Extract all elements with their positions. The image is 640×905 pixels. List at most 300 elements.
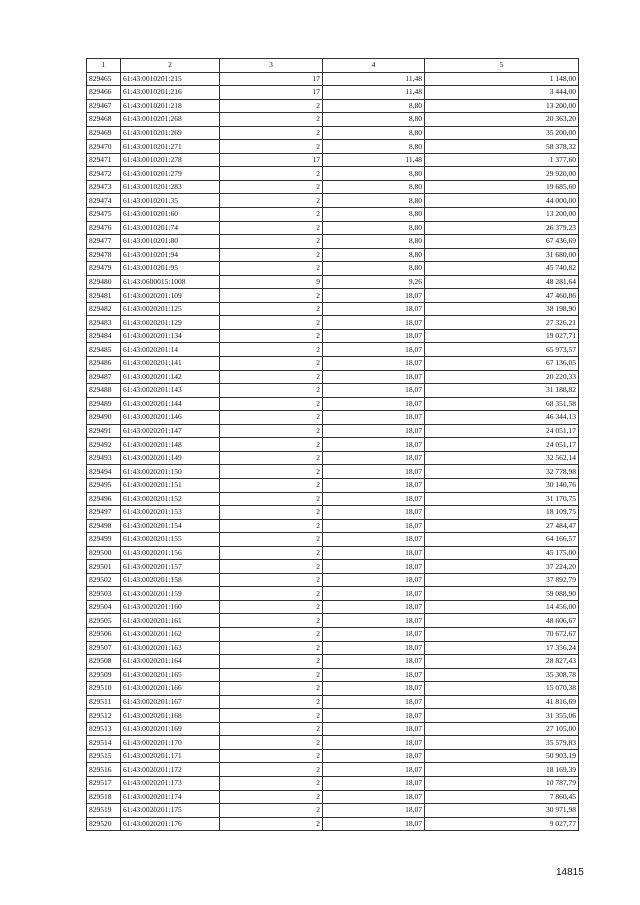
- cadastral-number-cell: 61:43:0020201:158: [121, 573, 220, 587]
- row-number-cell: 829511: [87, 695, 121, 709]
- row-number-cell: 829514: [87, 736, 121, 750]
- row-number-cell: 829468: [87, 113, 121, 127]
- amount-cell: 37 892,79: [425, 573, 579, 587]
- amount-cell: 44 000,00: [425, 194, 579, 208]
- table-row: [87, 126, 579, 140]
- row-number-cell: 829519: [87, 804, 121, 818]
- table-row: [87, 221, 579, 235]
- amount-cell: 35 200,00: [425, 126, 579, 140]
- rate-cell: 18,07: [323, 533, 425, 547]
- cadastral-number-cell: 61:43:0020201:161: [121, 614, 220, 628]
- code-cell: 2: [220, 316, 323, 330]
- row-number-cell: 829478: [87, 248, 121, 262]
- rate-cell: 18,07: [323, 695, 425, 709]
- cadastral-number-cell: 61:43:0020201:174: [121, 790, 220, 804]
- table-row: [87, 208, 579, 222]
- code-cell: 2: [220, 506, 323, 520]
- column-header-2: 2: [121, 59, 220, 73]
- row-number-cell: 829503: [87, 587, 121, 601]
- row-number-cell: 829476: [87, 221, 121, 235]
- rate-cell: 18,07: [323, 600, 425, 614]
- table-row: [87, 506, 579, 520]
- code-cell: 2: [220, 736, 323, 750]
- row-number-cell: 829494: [87, 465, 121, 479]
- code-cell: 2: [220, 519, 323, 533]
- rate-cell: 8,80: [323, 208, 425, 222]
- rate-cell: 18,07: [323, 451, 425, 465]
- row-number-cell: 829485: [87, 343, 121, 357]
- table-row: [87, 451, 579, 465]
- amount-cell: 20 220,33: [425, 370, 579, 384]
- row-number-cell: 829516: [87, 763, 121, 777]
- amount-cell: 45 175,00: [425, 546, 579, 560]
- code-cell: 2: [220, 668, 323, 682]
- amount-cell: 13 200,00: [425, 208, 579, 222]
- row-number-cell: 829480: [87, 275, 121, 289]
- table-row: [87, 248, 579, 262]
- rate-cell: 11,48: [323, 86, 425, 100]
- code-cell: 2: [220, 776, 323, 790]
- cadastral-number-cell: 61:43:0020201:156: [121, 546, 220, 560]
- amount-cell: 65 973,57: [425, 343, 579, 357]
- code-cell: 2: [220, 180, 323, 194]
- code-cell: 2: [220, 641, 323, 655]
- row-number-cell: 829508: [87, 655, 121, 669]
- rate-cell: 18,07: [323, 289, 425, 303]
- cadastral-number-cell: 61:43:0020201:162: [121, 627, 220, 641]
- table-row: [87, 817, 579, 831]
- cadastral-table: [86, 58, 579, 831]
- cadastral-number-cell: 61:43:0020201:176: [121, 817, 220, 831]
- cadastral-number-cell: 61:43:0010201:74: [121, 221, 220, 235]
- rate-cell: 18,07: [323, 519, 425, 533]
- cadastral-number-cell: 61:43:0020201:144: [121, 397, 220, 411]
- table-row: [87, 709, 579, 723]
- table-row: [87, 560, 579, 574]
- amount-cell: 48 606,67: [425, 614, 579, 628]
- rate-cell: 8,80: [323, 235, 425, 249]
- table-row: [87, 533, 579, 547]
- amount-cell: 27 105,00: [425, 722, 579, 736]
- code-cell: 2: [220, 167, 323, 181]
- code-cell: 2: [220, 208, 323, 222]
- rate-cell: 18,07: [323, 424, 425, 438]
- row-number-cell: 829497: [87, 506, 121, 520]
- cadastral-number-cell: 61:43:0020201:109: [121, 289, 220, 303]
- amount-cell: 31 680,00: [425, 248, 579, 262]
- row-number-cell: 829502: [87, 573, 121, 587]
- code-cell: 17: [220, 153, 323, 167]
- table-row: [87, 682, 579, 696]
- table-row: [87, 627, 579, 641]
- row-number-cell: 829495: [87, 478, 121, 492]
- rate-cell: 18,07: [323, 560, 425, 574]
- rate-cell: 18,07: [323, 492, 425, 506]
- row-number-cell: 829486: [87, 357, 121, 371]
- row-number-cell: 829473: [87, 180, 121, 194]
- table-row: [87, 411, 579, 425]
- table-row: [87, 641, 579, 655]
- cadastral-number-cell: 61:43:0010201:271: [121, 140, 220, 154]
- table-header: [87, 59, 579, 73]
- table-row: [87, 384, 579, 398]
- cadastral-number-cell: 61:43:0020201:173: [121, 776, 220, 790]
- row-number-cell: 829487: [87, 370, 121, 384]
- amount-cell: 50 903,19: [425, 749, 579, 763]
- column-header-4: 4: [323, 59, 425, 73]
- table-row: [87, 113, 579, 127]
- cadastral-number-cell: 61:43:0020201:163: [121, 641, 220, 655]
- rate-cell: 18,07: [323, 790, 425, 804]
- table-row: [87, 478, 579, 492]
- code-cell: 2: [220, 709, 323, 723]
- code-cell: 2: [220, 235, 323, 249]
- cadastral-number-cell: 61:43:0010201:283: [121, 180, 220, 194]
- cadastral-number-cell: 61:43:0020201:129: [121, 316, 220, 330]
- cadastral-number-cell: 61:43:0020201:134: [121, 329, 220, 343]
- code-cell: 2: [220, 600, 323, 614]
- amount-cell: 9 027,77: [425, 817, 579, 831]
- row-number-cell: 829510: [87, 682, 121, 696]
- code-cell: 2: [220, 682, 323, 696]
- rate-cell: 18,07: [323, 384, 425, 398]
- amount-cell: 30 971,98: [425, 804, 579, 818]
- row-number-cell: 829507: [87, 641, 121, 655]
- cadastral-number-cell: 61:43:0010201:94: [121, 248, 220, 262]
- table-row: [87, 573, 579, 587]
- cadastral-number-cell: 61:43:0020201:153: [121, 506, 220, 520]
- cadastral-number-cell: 61:43:0020201:152: [121, 492, 220, 506]
- rate-cell: 18,07: [323, 411, 425, 425]
- amount-cell: 30 140,76: [425, 478, 579, 492]
- code-cell: 2: [220, 262, 323, 276]
- amount-cell: 35 579,83: [425, 736, 579, 750]
- cadastral-number-cell: 61:43:0010201:216: [121, 86, 220, 100]
- amount-cell: 29 920,00: [425, 167, 579, 181]
- rate-cell: 18,07: [323, 343, 425, 357]
- table-row: [87, 614, 579, 628]
- cadastral-number-cell: 61:43:0020201:166: [121, 682, 220, 696]
- rate-cell: 8,80: [323, 113, 425, 127]
- cadastral-number-cell: 61:43:0020201:141: [121, 357, 220, 371]
- rate-cell: 18,07: [323, 316, 425, 330]
- amount-cell: 26 379,23: [425, 221, 579, 235]
- cadastral-number-cell: 61:43:0020201:175: [121, 804, 220, 818]
- code-cell: 2: [220, 763, 323, 777]
- amount-cell: 70 672,67: [425, 627, 579, 641]
- row-number-cell: 829515: [87, 749, 121, 763]
- code-cell: 2: [220, 492, 323, 506]
- row-number-cell: 829479: [87, 262, 121, 276]
- code-cell: 2: [220, 126, 323, 140]
- row-number-cell: 829512: [87, 709, 121, 723]
- amount-cell: 1 377,60: [425, 153, 579, 167]
- code-cell: 9: [220, 275, 323, 289]
- rate-cell: 18,07: [323, 397, 425, 411]
- rate-cell: 18,07: [323, 478, 425, 492]
- row-number-cell: 829499: [87, 533, 121, 547]
- row-number-cell: 829500: [87, 546, 121, 560]
- cadastral-number-cell: 61:43:0020201:146: [121, 411, 220, 425]
- cadastral-number-cell: 61:43:0020201:154: [121, 519, 220, 533]
- row-number-cell: 829471: [87, 153, 121, 167]
- amount-cell: 27 484,47: [425, 519, 579, 533]
- code-cell: 2: [220, 140, 323, 154]
- amount-cell: 68 351,58: [425, 397, 579, 411]
- cadastral-number-cell: 61:43:0020201:143: [121, 384, 220, 398]
- table-row: [87, 397, 579, 411]
- code-cell: 2: [220, 438, 323, 452]
- row-number-cell: 829496: [87, 492, 121, 506]
- table-row: [87, 519, 579, 533]
- rate-cell: 18,07: [323, 776, 425, 790]
- rate-cell: 18,07: [323, 627, 425, 641]
- rate-cell: 18,07: [323, 438, 425, 452]
- amount-cell: 41 816,69: [425, 695, 579, 709]
- code-cell: 2: [220, 113, 323, 127]
- table-row: [87, 289, 579, 303]
- row-number-cell: 829484: [87, 329, 121, 343]
- table-row: [87, 86, 579, 100]
- table-row: [87, 722, 579, 736]
- rate-cell: 8,80: [323, 126, 425, 140]
- amount-cell: 46 344,13: [425, 411, 579, 425]
- row-number-cell: 829472: [87, 167, 121, 181]
- amount-cell: 17 356,24: [425, 641, 579, 655]
- row-number-cell: 829489: [87, 397, 121, 411]
- cadastral-number-cell: 61:43:0020201:149: [121, 451, 220, 465]
- table-row: [87, 695, 579, 709]
- cadastral-number-cell: 61:43:0020201:14: [121, 343, 220, 357]
- table-row: [87, 262, 579, 276]
- table-row: [87, 316, 579, 330]
- rate-cell: 8,80: [323, 248, 425, 262]
- rate-cell: 18,07: [323, 804, 425, 818]
- rate-cell: 11,48: [323, 153, 425, 167]
- rate-cell: 18,07: [323, 302, 425, 316]
- cadastral-number-cell: 61:43:0020201:164: [121, 655, 220, 669]
- row-number-cell: 829490: [87, 411, 121, 425]
- cadastral-number-cell: 61:43:0020201:169: [121, 722, 220, 736]
- row-number-cell: 829518: [87, 790, 121, 804]
- row-number-cell: 829504: [87, 600, 121, 614]
- amount-cell: 47 460,86: [425, 289, 579, 303]
- rate-cell: 18,07: [323, 655, 425, 669]
- cadastral-number-cell: 61:43:0020201:159: [121, 587, 220, 601]
- rate-cell: 8,80: [323, 140, 425, 154]
- row-number-cell: 829469: [87, 126, 121, 140]
- rate-cell: 18,07: [323, 587, 425, 601]
- code-cell: 2: [220, 411, 323, 425]
- row-number-cell: 829477: [87, 235, 121, 249]
- amount-cell: 45 740,82: [425, 262, 579, 276]
- row-number-cell: 829509: [87, 668, 121, 682]
- code-cell: 2: [220, 221, 323, 235]
- code-cell: 2: [220, 194, 323, 208]
- rate-cell: 18,07: [323, 736, 425, 750]
- row-number-cell: 829520: [87, 817, 121, 831]
- cadastral-number-cell: 61:43:0020201:160: [121, 600, 220, 614]
- amount-cell: 48 281,64: [425, 275, 579, 289]
- rate-cell: 8,80: [323, 167, 425, 181]
- code-cell: 2: [220, 804, 323, 818]
- row-number-cell: 829513: [87, 722, 121, 736]
- rate-cell: 18,07: [323, 668, 425, 682]
- code-cell: 2: [220, 573, 323, 587]
- cadastral-number-cell: 61:43:0010201:268: [121, 113, 220, 127]
- code-cell: 2: [220, 397, 323, 411]
- cadastral-number-cell: 61:43:0020201:142: [121, 370, 220, 384]
- table-row: [87, 275, 579, 289]
- row-number-cell: 829467: [87, 99, 121, 113]
- rate-cell: 18,07: [323, 506, 425, 520]
- row-number-cell: 829475: [87, 208, 121, 222]
- amount-cell: 35 308,78: [425, 668, 579, 682]
- row-number-cell: 829505: [87, 614, 121, 628]
- cadastral-number-cell: 61:43:0020201:151: [121, 478, 220, 492]
- cadastral-number-cell: 61:43:0020201:148: [121, 438, 220, 452]
- code-cell: 2: [220, 655, 323, 669]
- row-number-cell: 829466: [87, 86, 121, 100]
- row-number-cell: 829491: [87, 424, 121, 438]
- rate-cell: 18,07: [323, 370, 425, 384]
- table-row: [87, 668, 579, 682]
- cadastral-number-cell: 61:43:0020201:172: [121, 763, 220, 777]
- column-header-1: 1: [87, 59, 121, 73]
- code-cell: 2: [220, 384, 323, 398]
- cadastral-number-cell: 61:43:0010201:80: [121, 235, 220, 249]
- table-row: [87, 302, 579, 316]
- amount-cell: 18 109,75: [425, 506, 579, 520]
- amount-cell: 64 166,57: [425, 533, 579, 547]
- code-cell: 2: [220, 289, 323, 303]
- row-number-cell: 829501: [87, 560, 121, 574]
- table-row: [87, 370, 579, 384]
- amount-cell: 38 198,90: [425, 302, 579, 316]
- code-cell: 2: [220, 587, 323, 601]
- code-cell: 17: [220, 72, 323, 86]
- row-number-cell: 829492: [87, 438, 121, 452]
- code-cell: 17: [220, 86, 323, 100]
- code-cell: 2: [220, 424, 323, 438]
- table-row: [87, 655, 579, 669]
- table-row: [87, 763, 579, 777]
- code-cell: 2: [220, 370, 323, 384]
- cadastral-number-cell: 61:43:0010201:35: [121, 194, 220, 208]
- cadastral-number-cell: 61:43:0020201:165: [121, 668, 220, 682]
- header-row: [87, 59, 579, 73]
- table-row: [87, 546, 579, 560]
- code-cell: 2: [220, 329, 323, 343]
- code-cell: 2: [220, 790, 323, 804]
- amount-cell: 67 436,69: [425, 235, 579, 249]
- amount-cell: 27 326,21: [425, 316, 579, 330]
- rate-cell: 8,80: [323, 99, 425, 113]
- amount-cell: 18 169,39: [425, 763, 579, 777]
- code-cell: 2: [220, 614, 323, 628]
- amount-cell: 3 444,00: [425, 86, 579, 100]
- cadastral-number-cell: 61:43:0020201:155: [121, 533, 220, 547]
- row-number-cell: 829474: [87, 194, 121, 208]
- row-number-cell: 829483: [87, 316, 121, 330]
- amount-cell: 37 224,20: [425, 560, 579, 574]
- table-row: [87, 140, 579, 154]
- table-row: [87, 465, 579, 479]
- rate-cell: 8,80: [323, 262, 425, 276]
- row-number-cell: 829481: [87, 289, 121, 303]
- table-row: [87, 167, 579, 181]
- row-number-cell: 829517: [87, 776, 121, 790]
- code-cell: 2: [220, 465, 323, 479]
- table-row: [87, 329, 579, 343]
- code-cell: 2: [220, 749, 323, 763]
- cadastral-number-cell: 61:43:0010201:218: [121, 99, 220, 113]
- amount-cell: 14 456,00: [425, 600, 579, 614]
- table-row: [87, 438, 579, 452]
- table-row: [87, 736, 579, 750]
- rate-cell: 18,07: [323, 614, 425, 628]
- cadastral-number-cell: 61:43:0010201:60: [121, 208, 220, 222]
- rate-cell: 18,07: [323, 357, 425, 371]
- rate-cell: 18,07: [323, 763, 425, 777]
- amount-cell: 7 860,45: [425, 790, 579, 804]
- row-number-cell: 829488: [87, 384, 121, 398]
- cadastral-number-cell: 61:43:0010201:95: [121, 262, 220, 276]
- amount-cell: 20 363,20: [425, 113, 579, 127]
- code-cell: 2: [220, 357, 323, 371]
- code-cell: 2: [220, 695, 323, 709]
- rate-cell: 9,26: [323, 275, 425, 289]
- table-row: [87, 235, 579, 249]
- amount-cell: 28 827,43: [425, 655, 579, 669]
- cadastral-number-cell: 61:43:0010201:279: [121, 167, 220, 181]
- rate-cell: 18,07: [323, 546, 425, 560]
- table-row: [87, 194, 579, 208]
- code-cell: 2: [220, 478, 323, 492]
- cadastral-number-cell: 61:43:0010201:269: [121, 126, 220, 140]
- column-header-3: 3: [220, 59, 323, 73]
- rate-cell: 8,80: [323, 180, 425, 194]
- code-cell: 2: [220, 99, 323, 113]
- amount-cell: 59 088,90: [425, 587, 579, 601]
- rate-cell: 18,07: [323, 709, 425, 723]
- rate-cell: 11,48: [323, 72, 425, 86]
- row-number-cell: 829493: [87, 451, 121, 465]
- table-row: [87, 776, 579, 790]
- rate-cell: 18,07: [323, 641, 425, 655]
- amount-cell: 1 148,00: [425, 72, 579, 86]
- row-number-cell: 829470: [87, 140, 121, 154]
- cadastral-number-cell: 61:43:0020201:168: [121, 709, 220, 723]
- cadastral-number-cell: 61:43:0020201:125: [121, 302, 220, 316]
- table-row: [87, 587, 579, 601]
- table-row: [87, 600, 579, 614]
- row-number-cell: 829482: [87, 302, 121, 316]
- cadastral-number-cell: 61:43:0020201:171: [121, 749, 220, 763]
- cadastral-number-cell: 61:43:0020201:170: [121, 736, 220, 750]
- amount-cell: 32 778,98: [425, 465, 579, 479]
- rate-cell: 8,80: [323, 194, 425, 208]
- column-header-5: 5: [425, 59, 579, 73]
- cadastral-number-cell: 61:43:0600015:1008: [121, 275, 220, 289]
- rate-cell: 18,07: [323, 465, 425, 479]
- amount-cell: 31 188,82: [425, 384, 579, 398]
- table-row: [87, 357, 579, 371]
- cadastral-number-cell: 61:43:0020201:157: [121, 560, 220, 574]
- amount-cell: 24 051,17: [425, 438, 579, 452]
- code-cell: 2: [220, 248, 323, 262]
- table-row: [87, 749, 579, 763]
